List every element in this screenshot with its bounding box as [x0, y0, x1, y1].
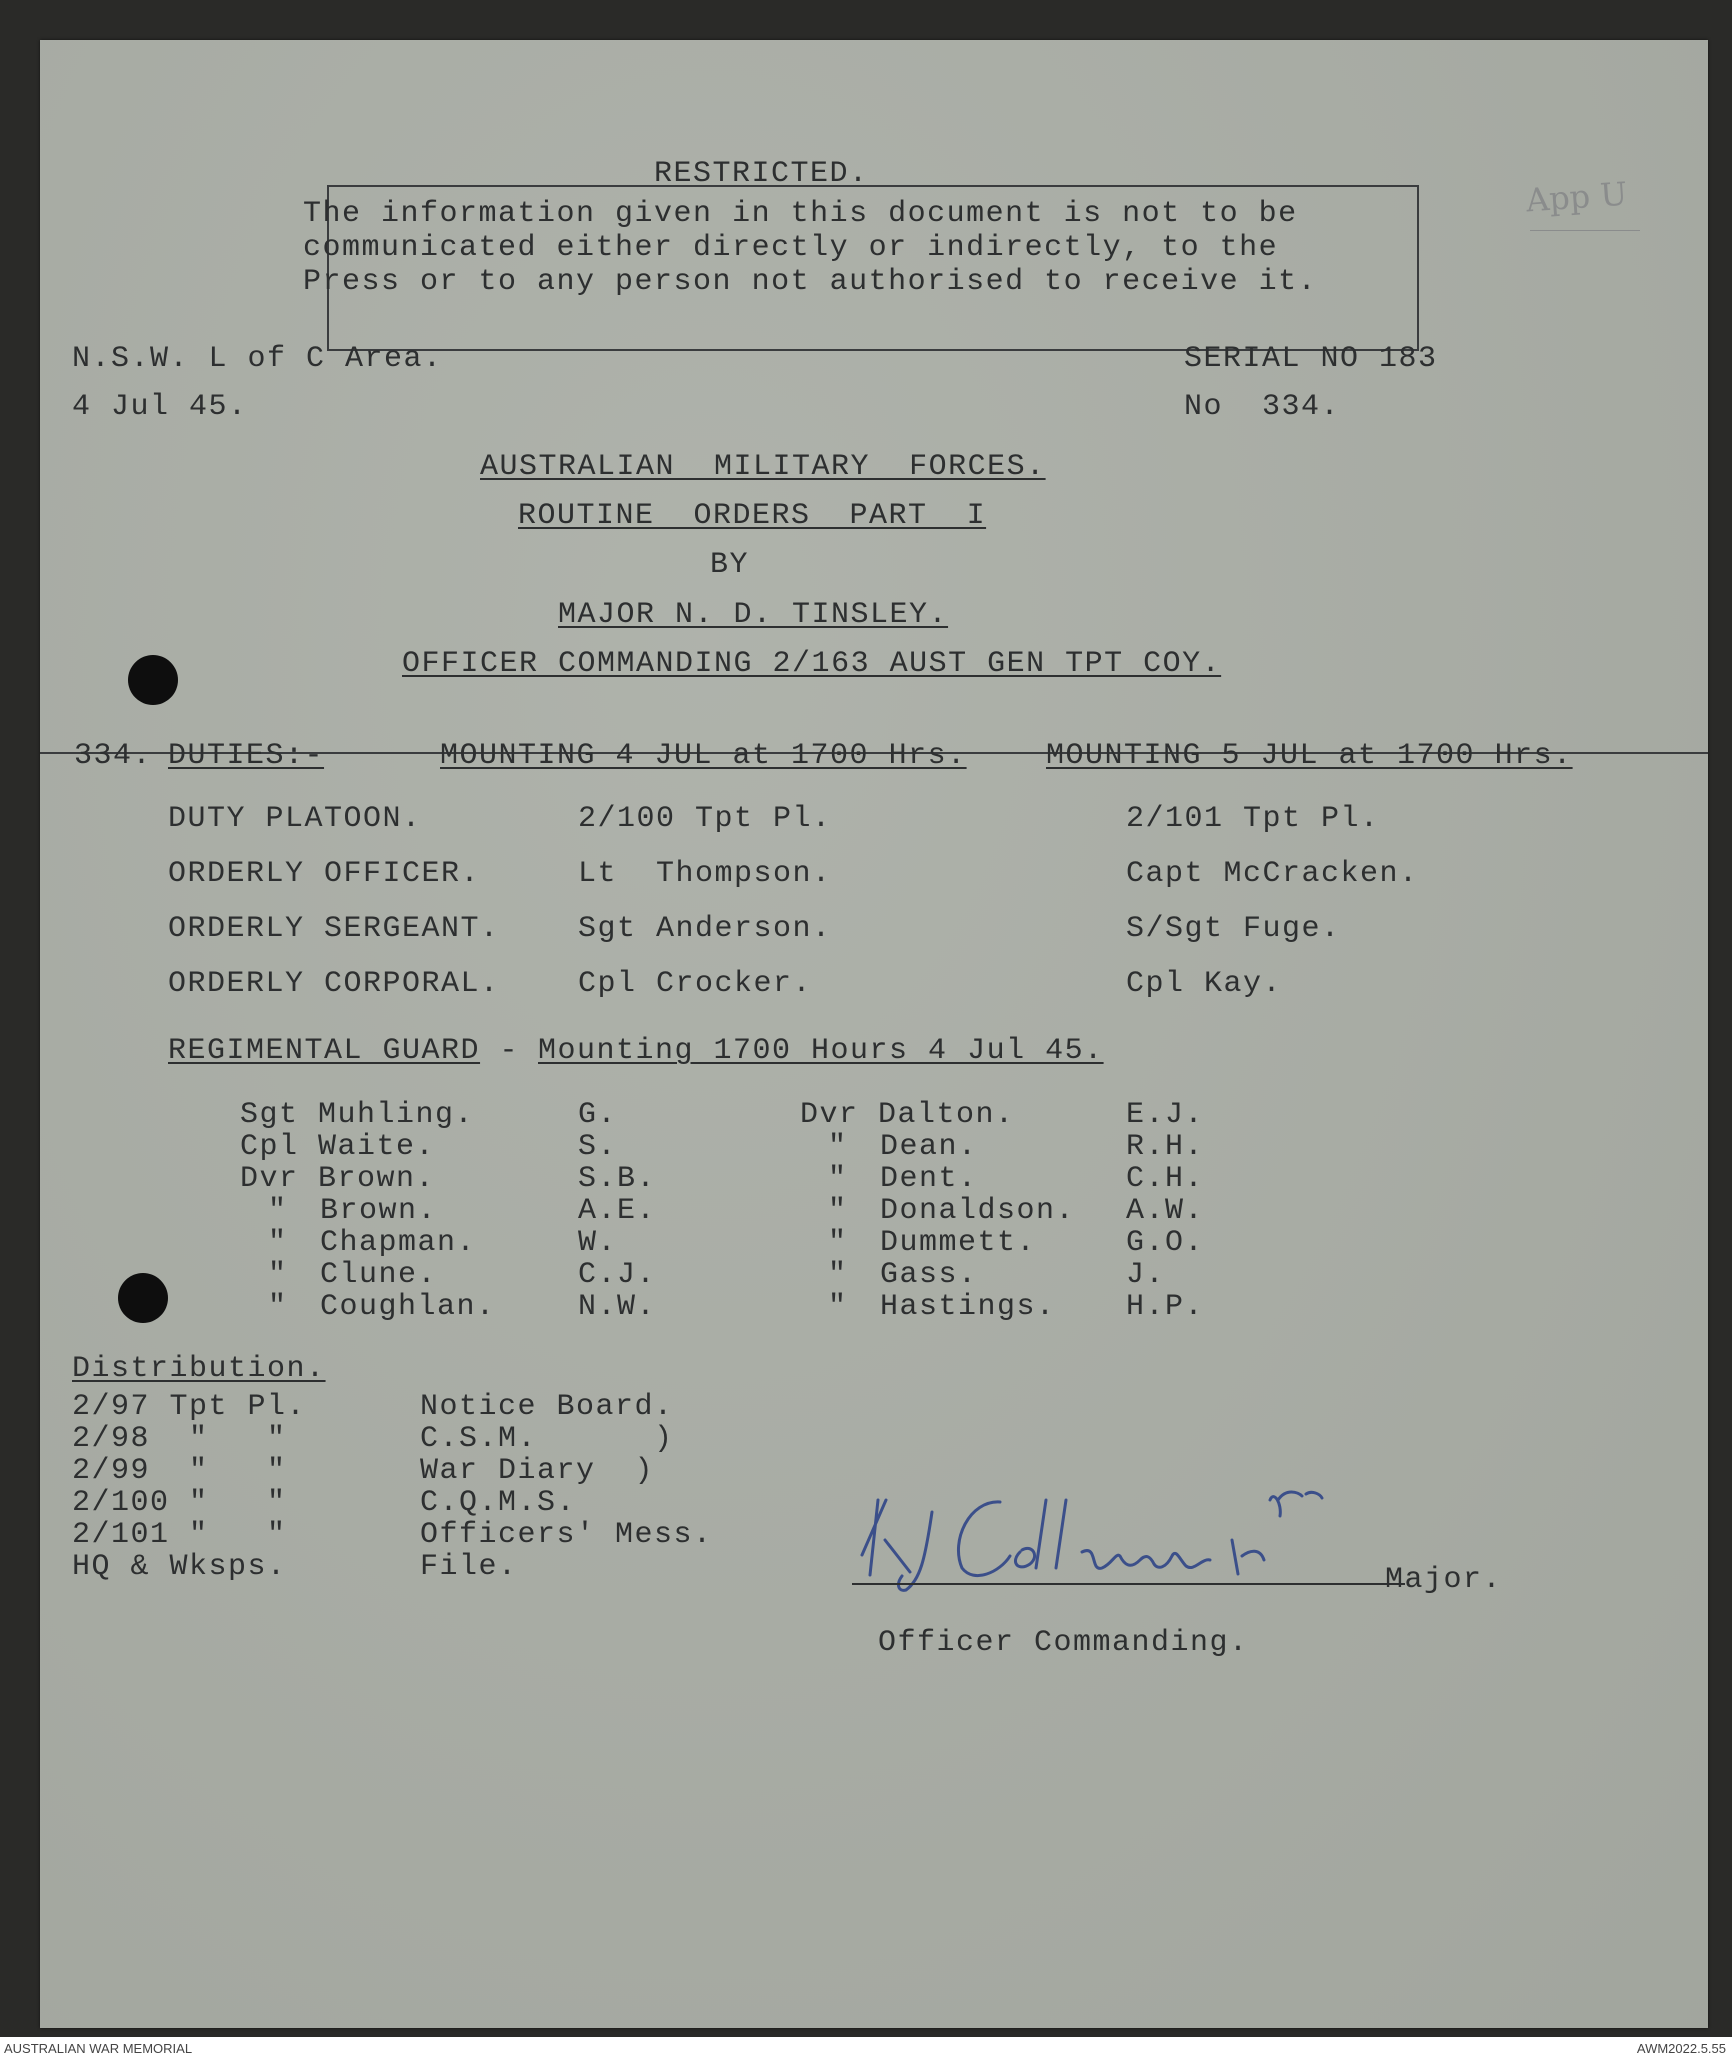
restricted-line: communicated either directly or indirectly, to the [303, 231, 1279, 265]
duty-value-b: 2/101 Tpt Pl. [1126, 802, 1380, 836]
guard-rank: " [268, 1226, 288, 1260]
distribution-item: 2/101 " " [72, 1518, 287, 1552]
archive-footer [0, 2037, 1732, 2061]
guard-name: Brown. [320, 1194, 438, 1228]
duty-label: ORDERLY OFFICER. [168, 857, 481, 891]
duty-value-a: 2/100 Tpt Pl. [578, 802, 832, 836]
guard-heading: REGIMENTAL GUARD [168, 1034, 481, 1068]
signature-rank: Major. [1385, 1563, 1503, 1597]
guard-initials: S. [578, 1130, 618, 1164]
title-by: BY [710, 548, 750, 582]
guard-rank: " [828, 1162, 848, 1196]
guard-initials: E.J. [1126, 1098, 1205, 1132]
document-page [40, 40, 1708, 2028]
guard-rank: " [828, 1130, 848, 1164]
guard-name: Donaldson. [880, 1194, 1076, 1228]
guard-name: Coughlan. [320, 1290, 496, 1324]
distribution-heading: Distribution. [72, 1352, 326, 1386]
duty-value-a: Sgt Anderson. [578, 912, 832, 946]
guard-name: Brown. [318, 1162, 436, 1196]
guard-initials: A.E. [578, 1194, 657, 1228]
restricted-line: Press or to any person not authorised to receive it. [303, 265, 1318, 299]
distribution-item: 2/99 " " [72, 1454, 287, 1488]
guard-initials: C.H. [1126, 1162, 1205, 1196]
guard-rank: Dvr [240, 1162, 299, 1196]
guard-initials: C.J. [578, 1258, 657, 1292]
distribution-item: Officers' Mess. [420, 1518, 713, 1552]
guard-rank: " [268, 1258, 288, 1292]
duties-number: 334. [74, 739, 153, 773]
guard-name: Dean. [880, 1130, 978, 1164]
punch-hole [128, 655, 178, 705]
guard-rank: " [828, 1258, 848, 1292]
guard-rank: " [268, 1290, 288, 1324]
guard-initials: S.B. [578, 1162, 657, 1196]
guard-name: Dent. [880, 1162, 978, 1196]
title-officer-name: MAJOR N. D. TINSLEY. [558, 598, 949, 632]
distribution-item: C.Q.M.S. [420, 1486, 577, 1520]
guard-name: Hastings. [880, 1290, 1056, 1324]
footer-archive-ref: AWM2022.5.55 [1636, 2041, 1726, 2056]
guard-initials: R.H. [1126, 1130, 1205, 1164]
signature-title: Officer Commanding. [878, 1626, 1249, 1660]
guard-initials: A.W. [1126, 1194, 1205, 1228]
guard-name: Dummett. [880, 1226, 1037, 1260]
duty-label: DUTY PLATOON. [168, 802, 422, 836]
guard-initials: N.W. [578, 1290, 657, 1324]
guard-name: Muhling. [318, 1098, 475, 1132]
guard-rank: " [828, 1226, 848, 1260]
guard-name: Waite. [318, 1130, 436, 1164]
header-number: No 334. [1184, 390, 1341, 424]
header-serial: SERIAL NO 183 [1184, 342, 1438, 376]
margin-note-underline [1530, 230, 1640, 231]
guard-name: Chapman. [320, 1226, 477, 1260]
distribution-item: HQ & Wksps. [72, 1550, 287, 1584]
restricted-title: RESTRICTED. [654, 157, 869, 191]
title-routine-orders: ROUTINE ORDERS PART I [518, 499, 987, 533]
duty-label: ORDERLY SERGEANT. [168, 912, 500, 946]
duty-value-b: Capt McCracken. [1126, 857, 1419, 891]
footer-archive-name: AUSTRALIAN WAR MEMORIAL [4, 2041, 193, 2056]
header-date: 4 Jul 45. [72, 390, 248, 424]
distribution-item: 2/97 Tpt Pl. [72, 1390, 307, 1424]
guard-rank: Dvr [800, 1098, 859, 1132]
guard-initials: G. [578, 1098, 618, 1132]
guard-rank: " [268, 1194, 288, 1228]
guard-rank: " [828, 1194, 848, 1228]
distribution-item: File. [420, 1550, 518, 1584]
guard-initials: J. [1126, 1258, 1166, 1292]
title-command: OFFICER COMMANDING 2/163 AUST GEN TPT COY. [402, 647, 1222, 681]
header-area: N.S.W. L of C Area. [72, 342, 443, 376]
duties-mounting-4-jul: MOUNTING 4 JUL at 1700 Hrs. [440, 739, 967, 773]
restricted-line: The information given in this document is not to be [303, 197, 1298, 231]
guard-dash: - [480, 1034, 539, 1068]
duties-mounting-5-jul: MOUNTING 5 JUL at 1700 Hrs. [1046, 739, 1573, 773]
guard-initials: H.P. [1126, 1290, 1205, 1324]
guard-rank: " [828, 1290, 848, 1324]
distribution-item: Notice Board. [420, 1390, 674, 1424]
title-forces: AUSTRALIAN MILITARY FORCES. [480, 450, 1046, 484]
guard-initials: G.O. [1126, 1226, 1205, 1260]
guard-name: Dalton. [878, 1098, 1015, 1132]
distribution-item: War Diary ) [420, 1454, 655, 1488]
duty-value-a: Lt Thompson. [578, 857, 832, 891]
punch-hole [118, 1273, 168, 1323]
guard-mounting: Mounting 1700 Hours 4 Jul 45. [538, 1034, 1104, 1068]
guard-rank: Cpl [240, 1130, 299, 1164]
guard-name: Gass. [880, 1258, 978, 1292]
duty-value-b: Cpl Kay. [1126, 967, 1283, 1001]
duty-label: ORDERLY CORPORAL. [168, 967, 500, 1001]
distribution-item: C.S.M. ) [420, 1422, 674, 1456]
guard-name: Clune. [320, 1258, 438, 1292]
distribution-item: 2/100 " " [72, 1486, 287, 1520]
duties-heading: DUTIES:- [168, 739, 325, 773]
duty-value-b: S/Sgt Fuge. [1126, 912, 1341, 946]
guard-rank: Sgt [240, 1098, 299, 1132]
distribution-item: 2/98 " " [72, 1422, 287, 1456]
duty-value-a: Cpl Crocker. [578, 967, 813, 1001]
guard-initials: W. [578, 1226, 618, 1260]
officer-signature [850, 1460, 1410, 1610]
handwritten-margin-note: App U [1524, 174, 1629, 220]
